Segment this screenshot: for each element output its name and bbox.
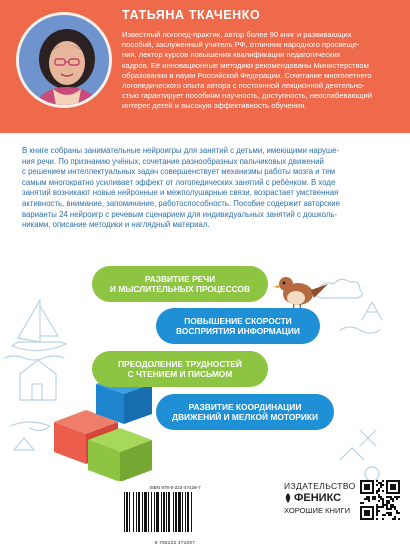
sailboat-doodle <box>4 300 66 360</box>
description-line: варианты 24 нейроигр с речевым сценарием для индивидуальных занятий с дошколь- <box>22 209 338 219</box>
author-bio-line: ния, лектор курсов повышения квалификации педагогических <box>122 50 341 60</box>
benefit-line: ПОВЫШЕНИЕ СКОРОСТИ <box>184 315 292 326</box>
benefit-reading-writing <box>92 351 268 387</box>
author-bio-line: кадров. Её инновационные методики рекомендованы Министерством <box>122 60 369 70</box>
book-description <box>22 146 394 231</box>
benefit-line: ПРЕОДОЛЕНИЕ ТРУДНОСТЕЙ <box>118 358 242 369</box>
description-line: В книге собраны занимательные нейроигры для занятий с детьми, имеющими наруше- <box>22 146 340 155</box>
bird-illustration <box>273 277 328 312</box>
author-band <box>0 0 410 133</box>
author-name: ТАТЬЯНА ТКАЧЕНКО <box>122 8 261 22</box>
author-bio-line: логопедического опыта автора с постоянной лекционной деятельно- <box>122 81 365 91</box>
benefit-line: ДВИЖЕНИЙ И МЕЛКОЙ МОТОРИКИ <box>171 412 318 422</box>
description-line: самым многократно усиливает эффект от логопедических занятий с ребёнком. В ходе <box>22 177 336 187</box>
benefit-perception-speed <box>156 308 320 344</box>
blocks-illustration <box>54 374 152 482</box>
benefit-line: ВОСПРИЯТИЯ ИНФОРМАЦИИ <box>176 326 300 336</box>
description-line: занятий возникают новые нейронные и межполушарные связи, возрастает умственная <box>22 188 339 198</box>
author-bio-line: пособий, заслуженный учитель РФ, отличник народного просвеще- <box>122 40 360 50</box>
house-doodle <box>20 360 56 400</box>
isbn-barcode <box>116 481 234 545</box>
description-line: ния речи. По признанию учёных, сочетание разнообразных пальчиковых движений <box>22 156 324 166</box>
benefit-line: РАЗВИТИЕ РЕЧИ <box>144 273 216 284</box>
benefit-motor-coordination <box>156 394 334 430</box>
isbn-digits: 9 785222 474297 <box>154 540 196 545</box>
publisher-name: ФЕНИКС <box>294 492 342 504</box>
author-bio-line: стью гарантирует пособиям научность, доступность, неослабевающий <box>122 91 373 101</box>
author-bio <box>122 30 400 112</box>
publisher-slogan: ХОРОШИЕ КНИГИ <box>284 506 351 515</box>
author-bio-line: образования и науки Российской Федерации. Сочетание многолетнего <box>122 70 372 80</box>
benefit-line: И МЫСЛИТЕЛЬНЫХ ПРОЦЕССОВ <box>109 284 251 294</box>
author-photo <box>16 12 112 108</box>
benefit-speech-thinking <box>92 266 268 302</box>
description-line: с решением интеллектуальных задач совершенствует механизмы работы мозга и тем <box>22 167 336 177</box>
description-line: никами, описание методики и наглядный материал. <box>22 220 210 230</box>
publisher-name-row <box>284 492 360 504</box>
isbn-text: ISBN 978-5-222-47429-7 <box>149 485 201 490</box>
barcode-icon <box>116 490 234 534</box>
author-bio-line: интерес детей и высокую эффективность обучения. <box>122 101 307 111</box>
publisher-logo <box>284 481 360 515</box>
author-bio-line: Известный логопед-практик, автор более 90 книг и развивающих <box>122 30 352 39</box>
benefit-line: С ЧТЕНИЕМ И ПИСЬМОМ <box>127 369 233 379</box>
phoenix-icon <box>284 493 292 503</box>
publisher-line: ИЗДАТЕЛЬСТВО <box>284 481 356 491</box>
description-line: активность, внимание, запоминание, работоспособность. Пособие содержит авторские <box>22 198 341 208</box>
benefit-line: РАЗВИТИЕ КООРДИНАЦИИ <box>188 401 302 412</box>
qr-code-icon <box>360 480 400 520</box>
